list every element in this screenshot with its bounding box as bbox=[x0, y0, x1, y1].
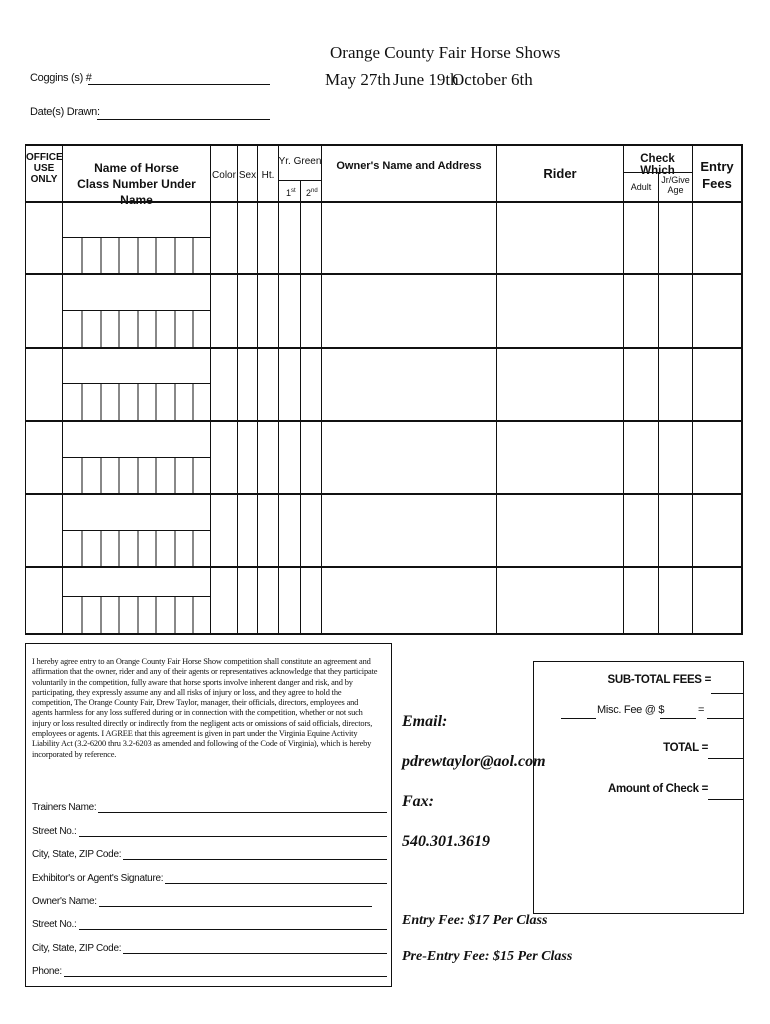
misc-fee-input[interactable] bbox=[660, 704, 696, 719]
color-header: Color bbox=[212, 170, 236, 181]
horse-name-header: Name of Horse Class Number Under Name bbox=[77, 161, 196, 207]
signature-field[interactable] bbox=[32, 873, 387, 884]
sex-header: Sex bbox=[238, 170, 257, 181]
entry-fees-header: Entry Fees bbox=[700, 159, 734, 191]
entry-fee-note: Entry Fee: $17 Per Class bbox=[402, 913, 548, 928]
agreement-box bbox=[25, 643, 392, 987]
total-input[interactable] bbox=[708, 742, 743, 759]
trainer-street-field[interactable] bbox=[32, 826, 387, 837]
misc-eq: = bbox=[698, 704, 705, 716]
fax-label: Fax: bbox=[402, 793, 434, 810]
height-header: Ht. bbox=[261, 170, 275, 181]
show-date-1: May 27th bbox=[325, 70, 391, 89]
coggins-label: Coggins (s) # bbox=[30, 72, 92, 84]
trainer-street-label: Street No.: bbox=[32, 826, 77, 837]
email-label: Email: bbox=[402, 713, 448, 730]
owner-name-label: Owner's Name: bbox=[32, 896, 97, 907]
phone-field[interactable] bbox=[32, 966, 387, 977]
jr-give-age-header: Jr/Give Age bbox=[661, 175, 690, 195]
misc-total-input[interactable] bbox=[707, 702, 743, 719]
owner-name-field[interactable] bbox=[32, 896, 372, 907]
trainers-name-field[interactable] bbox=[32, 802, 387, 813]
yr-green-1st: 1st bbox=[286, 188, 296, 198]
misc-fee-label: Misc. Fee @ $ bbox=[597, 704, 665, 716]
show-date-3: October 6th bbox=[452, 70, 533, 89]
owner-street-field[interactable] bbox=[32, 919, 387, 930]
trainers-name-label: Trainers Name: bbox=[32, 802, 97, 813]
owner-city-label: City, State, ZIP Code: bbox=[32, 943, 122, 954]
yr-green-header: Yr. Green bbox=[278, 156, 322, 167]
pre-entry-fee-note: Pre-Entry Fee: $15 Per Class bbox=[402, 949, 573, 964]
owner-city-field[interactable] bbox=[32, 943, 387, 954]
trainer-city-label: City, State, ZIP Code: bbox=[32, 849, 122, 860]
agreement-text: I hereby agree entry to an Orange County Fair Horse Show competition shall constitute an agreement and affirmation that the owner, rider and any of their agents or representatives acknowledge that they participate voluntarily in the competition, fully aware that horse sports involve inherent danger and risk, and by participating, they expressly assume any and all risks of injury or loss, and they agree to hold the competition, The Orange County Fair, Drew Taylor, manager, their officials, directors, employees and agents harmless for any loss suffered during or in connection with the competition, whether or not such injury or loss resulted directly or indirectly from the negligent acts or omissions of said officials, directors, employees or agents. I AGREE that this agreement is given in part under the Virginia Equine Activity Liability Act (3.2-6200 thru 3.2-6203 as amended and following of the Code of Virginia), which is hereby incorporated by reference. bbox=[32, 657, 378, 759]
amount-of-check-label: Amount of Check = bbox=[607, 783, 708, 795]
fees-box bbox=[533, 661, 744, 914]
rider-header: Rider bbox=[543, 166, 577, 181]
total-label: TOTAL = bbox=[663, 742, 708, 754]
show-date-2: June 19th bbox=[393, 70, 459, 89]
fax-value: 540.301.3619 bbox=[402, 833, 490, 850]
amount-of-check-input[interactable] bbox=[708, 783, 743, 800]
dates-drawn-label: Date(s) Drawn: bbox=[30, 106, 100, 118]
phone-label: Phone: bbox=[32, 966, 62, 977]
adult-header: Adult bbox=[630, 182, 652, 192]
owner-header: Owner's Name and Address bbox=[336, 160, 482, 172]
check-which-header: Check Which bbox=[640, 153, 675, 177]
misc-count-input[interactable] bbox=[561, 702, 596, 719]
subtotal-input[interactable] bbox=[711, 677, 743, 694]
office-use-header: OFFICE USE ONLY bbox=[26, 152, 63, 185]
yr-green-2nd: 2nd bbox=[306, 188, 318, 198]
form-title: Orange County Fair Horse Shows bbox=[330, 43, 561, 62]
owner-street-label: Street No.: bbox=[32, 919, 77, 930]
signature-label: Exhibitor's or Agent's Signature: bbox=[32, 873, 164, 884]
email-value: pdrewtaylor@aol.com bbox=[402, 753, 546, 770]
trainer-city-field[interactable] bbox=[32, 849, 387, 860]
subtotal-label: SUB-TOTAL FEES = bbox=[607, 674, 711, 686]
